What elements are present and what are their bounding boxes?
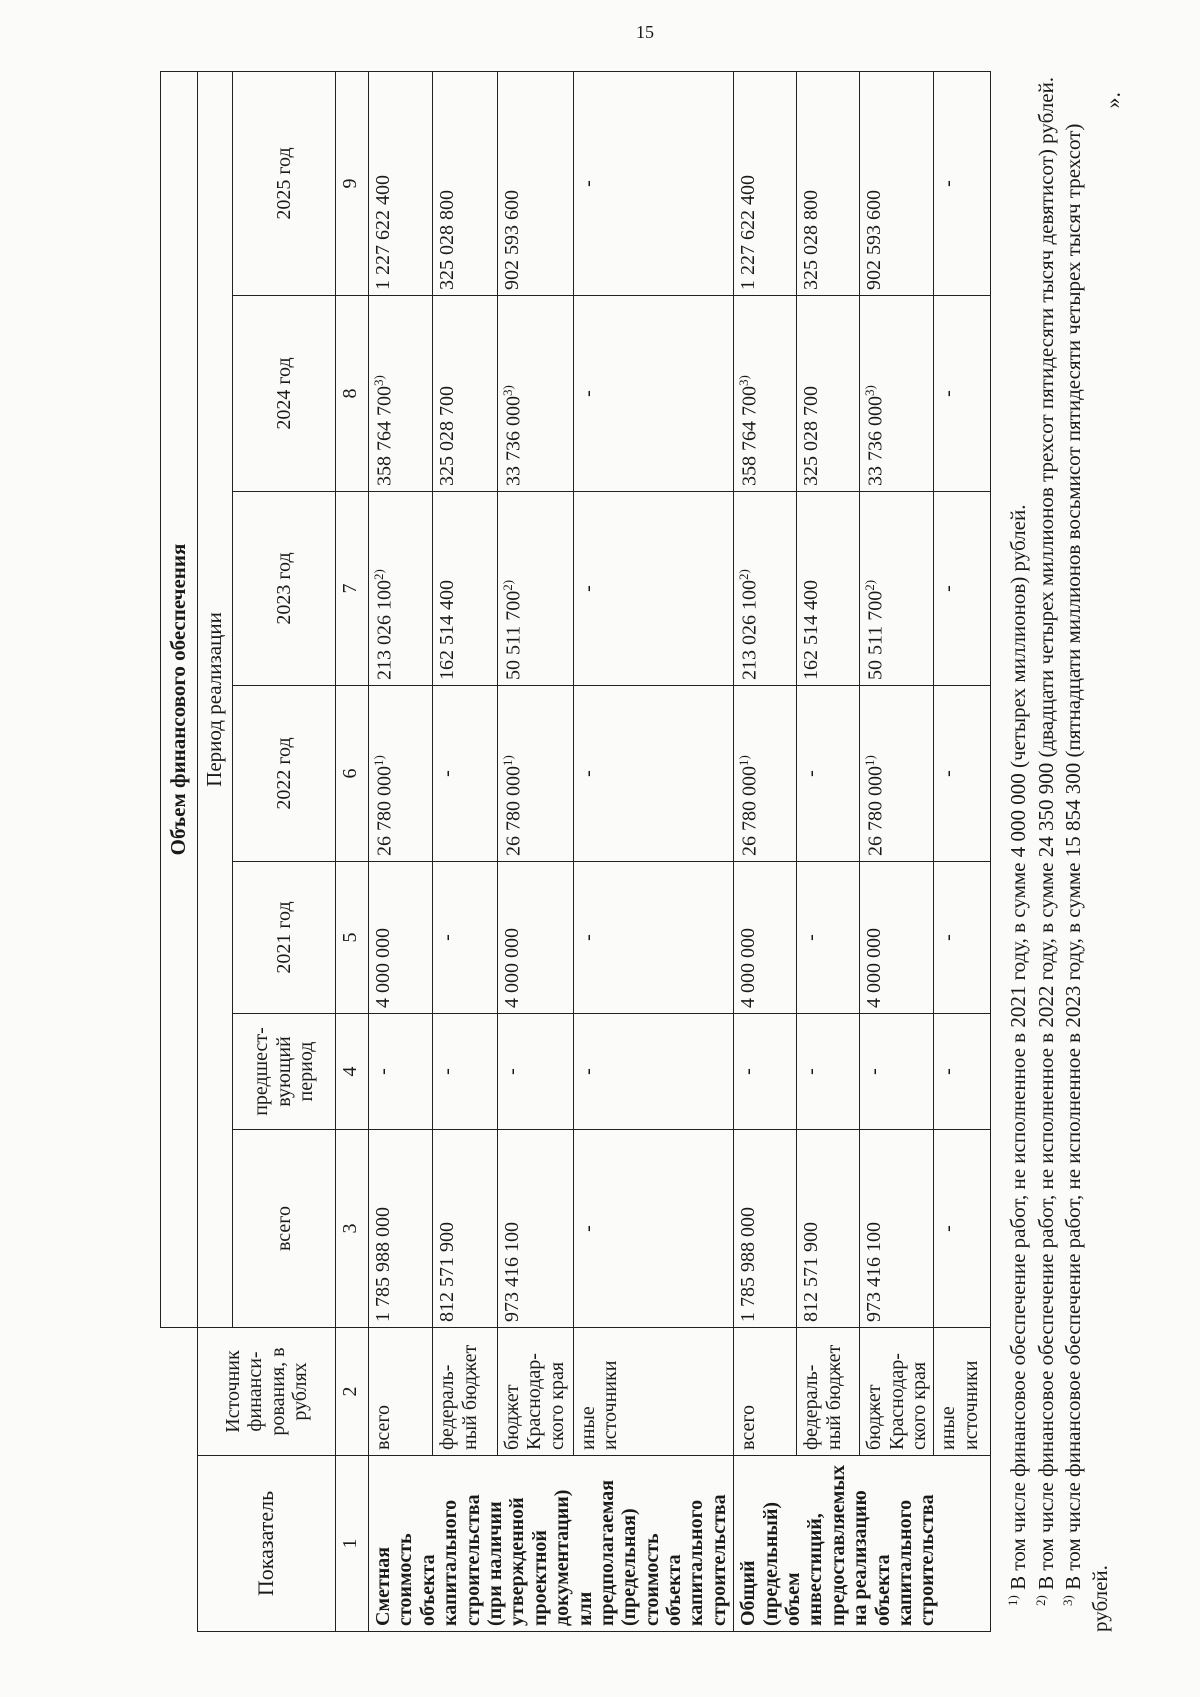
value-text: -: [436, 770, 459, 777]
col-header: 2022 год: [233, 686, 336, 862]
table-row: [934, 72, 991, 1632]
value-cell: [573, 492, 734, 686]
value-cell: [573, 1130, 734, 1328]
value-cell: [797, 72, 860, 296]
value-cell: [734, 862, 797, 1014]
value-cell: [734, 296, 797, 492]
value-cell: [934, 862, 991, 1014]
value-text: 325 028 800: [800, 190, 823, 290]
value-cell: [734, 492, 797, 686]
footnote-ref: 2): [736, 569, 752, 580]
value-cell: [497, 72, 573, 296]
table-row: [797, 72, 860, 1632]
col-number: 2: [336, 1328, 369, 1456]
table-row: [433, 72, 497, 1632]
value-cell: [860, 296, 934, 492]
value-text: 325 028 800: [436, 190, 459, 290]
rotated-content: [160, 72, 1125, 1632]
source-cell: всего: [734, 1328, 797, 1456]
col-header: 2024 год: [233, 296, 336, 492]
value-cell: [934, 72, 991, 296]
value-cell: [797, 862, 860, 1014]
value-text: -: [576, 1225, 599, 1232]
source-cell: бюджет Краснодар-ского края: [860, 1328, 934, 1456]
value-cell: [934, 1130, 991, 1328]
col-number: 6: [336, 686, 369, 862]
value-cell: [573, 686, 734, 862]
value-cell: [433, 492, 497, 686]
value-cell: [369, 72, 433, 296]
value-cell: [433, 296, 497, 492]
value-text: 1 227 622 400: [372, 175, 394, 290]
value-text: -: [863, 1068, 886, 1075]
indicator-cell: Сметная стоимость объекта капитального строительства (при наличии утвержденной проектной документации) или предполагаемая (предельная) стоимость объекта капитального строительства: [369, 1456, 734, 1632]
col-header: 2023 год: [233, 492, 336, 686]
value-text: 26 780 000: [373, 766, 396, 856]
value-cell: [369, 686, 433, 862]
col-number: 7: [336, 492, 369, 686]
value-cell: [433, 862, 497, 1014]
value-text: -: [576, 390, 599, 397]
value-cell: [573, 296, 734, 492]
value-text: -: [576, 770, 599, 777]
value-text: -: [937, 390, 960, 397]
page-number: 15: [636, 22, 654, 42]
footnote-mark: 3): [1060, 1595, 1076, 1606]
value-text: -: [576, 1068, 599, 1075]
col-header: 2021 год: [233, 862, 336, 1014]
table-row: [573, 72, 734, 1632]
value-text: -: [436, 934, 459, 941]
table-row: [497, 72, 573, 1632]
value-cell: [934, 492, 991, 686]
col-header: предшест-вующий период: [233, 1014, 336, 1130]
footnote: [1060, 72, 1115, 1632]
value-text: 26 780 000: [738, 766, 761, 856]
value-text: 213 026 100: [373, 580, 396, 680]
col-number: 8: [336, 296, 369, 492]
value-cell: [734, 1014, 797, 1130]
value-text: -: [937, 1225, 960, 1232]
source-cell: федераль-ный бюджет: [797, 1328, 860, 1456]
footnote-ref: 3): [499, 385, 515, 396]
value-cell: [369, 1130, 433, 1328]
value-text: 26 780 000: [502, 766, 525, 856]
value-text: 1 785 988 000: [737, 1207, 760, 1322]
value-text: -: [937, 585, 960, 592]
financing-table: [160, 71, 991, 1632]
table-row: [860, 72, 934, 1632]
value-cell: [497, 492, 573, 686]
footnote-ref: 2): [499, 579, 515, 591]
value-cell: [573, 862, 734, 1014]
value-text: 33 736 000: [864, 396, 887, 486]
value-cell: [734, 1130, 797, 1328]
closing-mark: ».: [1100, 92, 1125, 109]
value-cell: [860, 1130, 934, 1328]
value-text: -: [737, 1068, 760, 1075]
value-text: 902 593 600: [863, 190, 886, 290]
source-cell: бюджет Краснодар-ского края: [497, 1328, 573, 1456]
col-source-header: Источник финанси-рования, в рублях: [198, 1328, 336, 1456]
value-text: -: [436, 1068, 459, 1075]
value-cell: [433, 72, 497, 296]
value-text: -: [937, 770, 960, 777]
value-cell: [797, 296, 860, 492]
footnote-ref: 3): [736, 375, 752, 386]
footnote-ref: 1): [499, 755, 515, 766]
value-cell: [797, 1130, 860, 1328]
value-text: -: [500, 1068, 523, 1075]
value-cell: [433, 1014, 497, 1130]
value-text: 26 780 000: [864, 766, 887, 856]
col-number: 5: [336, 862, 369, 1014]
value-cell: [797, 1014, 860, 1130]
value-cell: [860, 72, 934, 296]
value-text: -: [937, 180, 960, 187]
footnote-ref: 2): [862, 579, 878, 591]
value-text: -: [800, 1068, 823, 1075]
source-cell: иные источники: [573, 1328, 734, 1456]
value-cell: [369, 492, 433, 686]
table-row: [734, 72, 797, 1632]
value-cell: [934, 296, 991, 492]
value-text: -: [800, 934, 823, 941]
value-cell: [797, 492, 860, 686]
period-header: Период реализации: [198, 72, 233, 1328]
value-text: 812 571 900: [800, 1222, 823, 1322]
value-text: -: [576, 180, 599, 187]
value-text: 325 028 700: [800, 386, 823, 486]
footnote-mark: 2): [1032, 1595, 1048, 1606]
value-text: 325 028 700: [436, 386, 459, 486]
value-text: 50 511 700: [502, 590, 525, 680]
value-text: 50 511 700: [864, 590, 887, 680]
value-cell: [734, 72, 797, 296]
footnote-ref: 1): [371, 755, 386, 766]
value-text: 1 227 622 400: [737, 175, 760, 290]
value-cell: [369, 862, 433, 1014]
footnote-ref: 1): [736, 755, 752, 766]
value-text: 4 000 000: [863, 928, 886, 1008]
footnote-ref: 1): [862, 755, 878, 766]
indicator-cell: Общий (предельный) объем инвестиций, предоставляемых на реализацию объекта капитального строительства: [734, 1456, 991, 1632]
value-text: 4 000 000: [737, 928, 760, 1008]
footnote-ref: 3): [371, 375, 386, 386]
value-cell: [369, 296, 433, 492]
value-text: 162 514 400: [800, 580, 823, 680]
value-cell: [497, 1014, 573, 1130]
value-cell: [860, 1014, 934, 1130]
value-cell: [497, 296, 573, 492]
footnote-text: В том числе финансовое обеспечение работ, не исполненное в 2023 году, в сумме 15 854 300 (пятнадцати миллионов восьмисот пятидесяти четырех тысяч трехсот) рублей.: [1061, 123, 1113, 1632]
col-header: всего: [233, 1130, 336, 1328]
value-cell: [860, 862, 934, 1014]
footnote: [1005, 72, 1032, 1632]
value-cell: [934, 1014, 991, 1130]
value-text: -: [576, 585, 599, 592]
value-text: 33 736 000: [502, 396, 525, 486]
value-text: -: [937, 934, 960, 941]
table-title: Объем финансового обеспечения: [161, 72, 198, 1328]
value-text: 902 593 600: [500, 190, 523, 290]
source-cell: всего: [369, 1328, 433, 1456]
value-cell: [860, 686, 934, 862]
value-cell: [573, 72, 734, 296]
value-cell: [433, 686, 497, 862]
value-cell: [497, 862, 573, 1014]
col-number: 4: [336, 1014, 369, 1130]
value-cell: [797, 686, 860, 862]
col-number: 3: [336, 1130, 369, 1328]
value-text: 358 764 700: [738, 386, 761, 486]
value-cell: [497, 686, 573, 862]
value-text: 213 026 100: [738, 580, 761, 680]
col-header: 2025 год: [233, 72, 336, 296]
footnote-ref: 3): [862, 385, 878, 396]
value-cell: [934, 686, 991, 862]
value-text: 812 571 900: [436, 1222, 459, 1322]
footnote-text: В том числе финансовое обеспечение работ, не исполненное в 2021 году, в сумме 4 000 000 (четырех миллионов) рублей.: [1006, 504, 1031, 1590]
value-cell: [433, 1130, 497, 1328]
value-cell: [860, 492, 934, 686]
value-text: -: [937, 1068, 960, 1075]
value-text: 1 785 988 000: [372, 1207, 394, 1322]
value-text: -: [372, 1068, 394, 1075]
source-cell: федераль-ный бюджет: [433, 1328, 497, 1456]
col-number: 9: [336, 72, 369, 296]
footnote-mark: 1): [1005, 1595, 1021, 1606]
value-text: -: [576, 934, 599, 941]
value-cell: [497, 1130, 573, 1328]
value-text: 4 000 000: [500, 928, 523, 1008]
value-cell: [734, 686, 797, 862]
source-cell: иные источники: [934, 1328, 991, 1456]
col-indicator-header: Показатель: [198, 1456, 336, 1632]
value-text: 162 514 400: [436, 580, 459, 680]
table-row: [369, 72, 433, 1632]
col-number: 1: [336, 1456, 369, 1632]
value-text: 973 416 100: [500, 1222, 523, 1322]
footnotes: [1005, 72, 1114, 1632]
value-text: 4 000 000: [372, 928, 394, 1008]
value-cell: [369, 1014, 433, 1130]
footnote-text: В том числе финансовое обеспечение работ, не исполненное в 2022 году, в сумме 24 350 900 (двадцати четырех миллионов трехсот пятидесяти тысяч девятисот) рублей.: [1033, 76, 1058, 1590]
footnote: [1033, 72, 1060, 1632]
footnote-ref: 2): [371, 569, 386, 580]
value-text: -: [800, 770, 823, 777]
value-cell: [573, 1014, 734, 1130]
value-text: 973 416 100: [863, 1222, 886, 1322]
value-text: 358 764 700: [373, 386, 396, 486]
